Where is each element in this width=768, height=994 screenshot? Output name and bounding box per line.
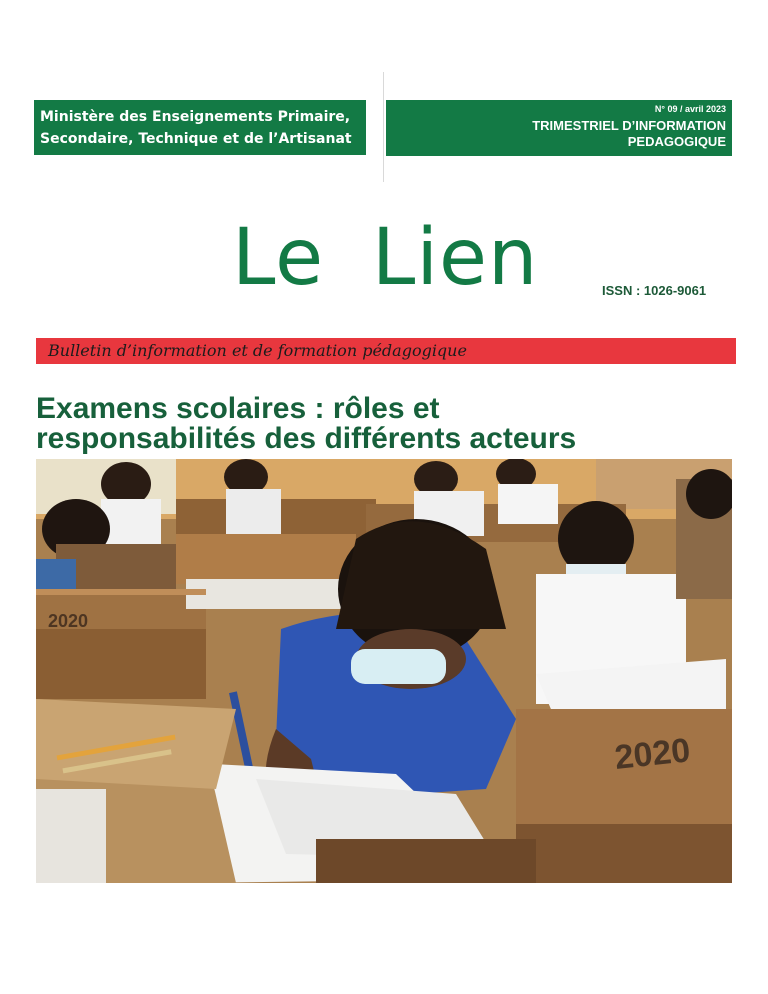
- desk-label-left: 2020: [48, 611, 89, 631]
- periodical-info-box: [386, 100, 732, 156]
- issn-number: ISSN : 1026-9061: [602, 283, 707, 298]
- cover-photo: [36, 459, 732, 883]
- periodical-line-1: TRIMESTRIEL D’INFORMATION: [532, 118, 726, 133]
- header-divider: [383, 72, 384, 182]
- tagline-text: Bulletin d’information et de formation pédagogique: [48, 341, 467, 360]
- cover-headline: [36, 394, 736, 454]
- publication-title: Le Lien: [232, 213, 539, 303]
- periodical-line-2: PEDAGOGIQUE: [627, 134, 726, 149]
- ministry-line-2: Secondaire, Technique et de l’Artisanat: [40, 131, 352, 147]
- ministry-box: [34, 100, 366, 155]
- ministry-line-1: Ministère des Enseignements Primaire,: [40, 109, 351, 125]
- desk-label-right: 2020: [612, 731, 693, 777]
- issue-number: N° 09 / avril 2023: [654, 104, 726, 114]
- tagline-banner: [36, 338, 736, 364]
- headline-line-1: Examens scolaires : rôles et: [36, 392, 440, 425]
- headline-line-2: responsabilités des différents acteurs: [36, 422, 577, 455]
- masthead: [232, 208, 538, 308]
- exam-classroom-illustration: [36, 459, 732, 883]
